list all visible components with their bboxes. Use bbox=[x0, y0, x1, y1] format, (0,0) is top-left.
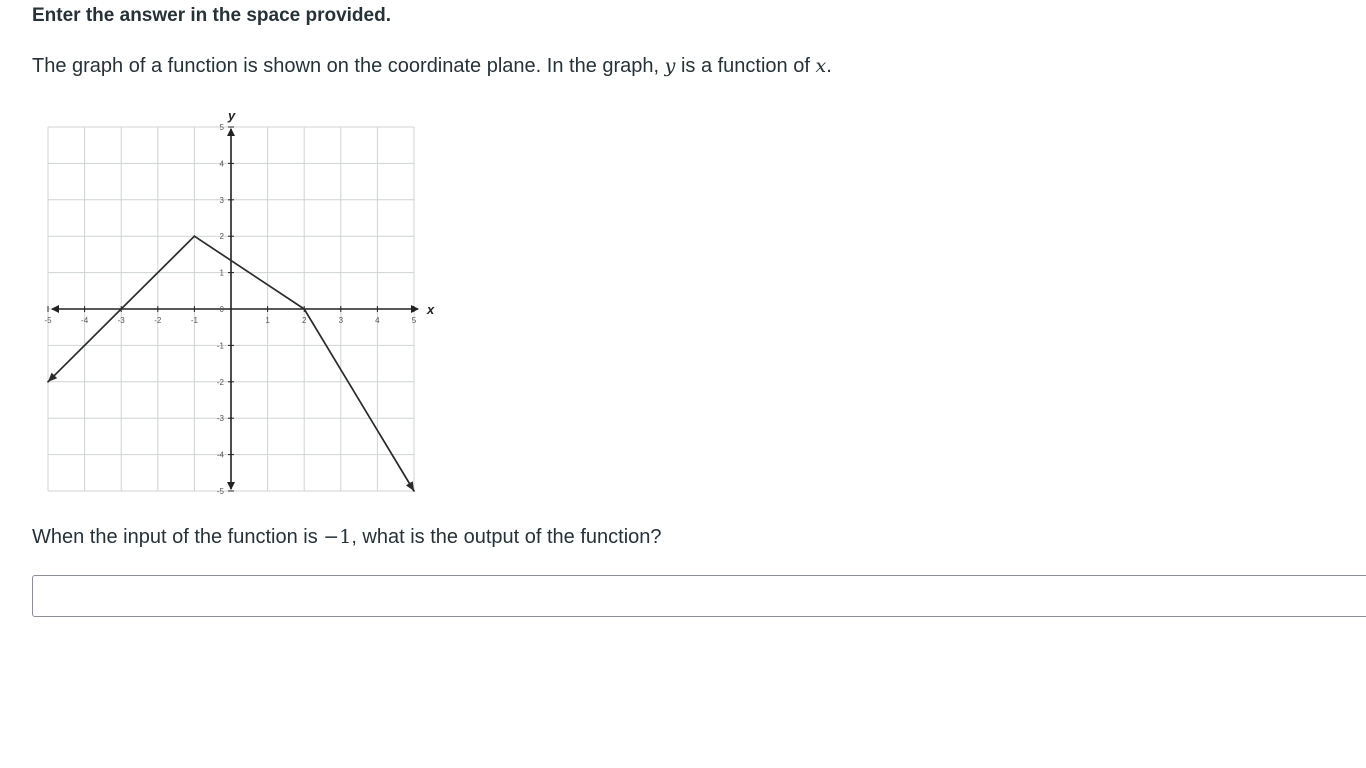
variable-y: y bbox=[664, 55, 676, 77]
prompt-text-3: . bbox=[826, 55, 832, 77]
data-point bbox=[194, 235, 196, 237]
y-tick-label: -4 bbox=[216, 450, 224, 460]
x-tick-label: 2 bbox=[301, 316, 307, 325]
y-tick-label: -3 bbox=[216, 414, 224, 424]
x-tick-label: 3 bbox=[338, 316, 344, 325]
x-tick-label: 4 bbox=[375, 316, 380, 325]
x-axis-label: x bbox=[427, 302, 435, 317]
x-tick-label: -5 bbox=[44, 316, 52, 325]
x-axis-arrow-left-icon bbox=[51, 305, 59, 313]
x-tick-label: -4 bbox=[81, 316, 89, 325]
variable-x: x bbox=[815, 55, 827, 77]
problem-statement bbox=[32, 55, 832, 78]
y-tick-label: 2 bbox=[219, 232, 224, 242]
coordinate-plane-graph bbox=[36, 108, 436, 500]
answer-input[interactable] bbox=[32, 575, 1366, 617]
y-tick-label: -5 bbox=[216, 487, 224, 496]
y-axis-label: y bbox=[228, 108, 236, 123]
data-point bbox=[303, 308, 305, 310]
x-tick-label: -3 bbox=[117, 316, 125, 325]
x-tick-label: -2 bbox=[154, 316, 162, 325]
y-tick-label: -1 bbox=[216, 341, 224, 351]
prompt-text-1: The graph of a function is shown on the coordinate plane. In the graph, bbox=[32, 55, 665, 77]
x-tick-label: 1 bbox=[265, 316, 270, 325]
x-axis-arrow-right-icon bbox=[411, 305, 419, 313]
instruction-text: Enter the answer in the space provided. bbox=[32, 5, 391, 26]
question-text-2: , what is the output of the function? bbox=[351, 526, 662, 548]
x-tick-label: -1 bbox=[190, 316, 198, 325]
y-axis-arrow-down-icon bbox=[227, 482, 235, 490]
y-tick-label: 1 bbox=[219, 268, 224, 278]
question-text-1: When the input of the function is bbox=[32, 526, 324, 548]
question-text bbox=[32, 526, 662, 549]
origin-label: 0 bbox=[219, 305, 224, 314]
y-tick-label: 5 bbox=[219, 123, 224, 132]
y-tick-label: -2 bbox=[216, 377, 224, 387]
y-tick-label: 3 bbox=[219, 195, 224, 205]
prompt-text-2: is a function of bbox=[675, 55, 816, 77]
x-tick-label: 5 bbox=[411, 316, 417, 325]
y-tick-label: 4 bbox=[219, 159, 224, 169]
y-axis-arrow-up-icon bbox=[227, 128, 235, 136]
input-value: −1 bbox=[323, 526, 352, 548]
